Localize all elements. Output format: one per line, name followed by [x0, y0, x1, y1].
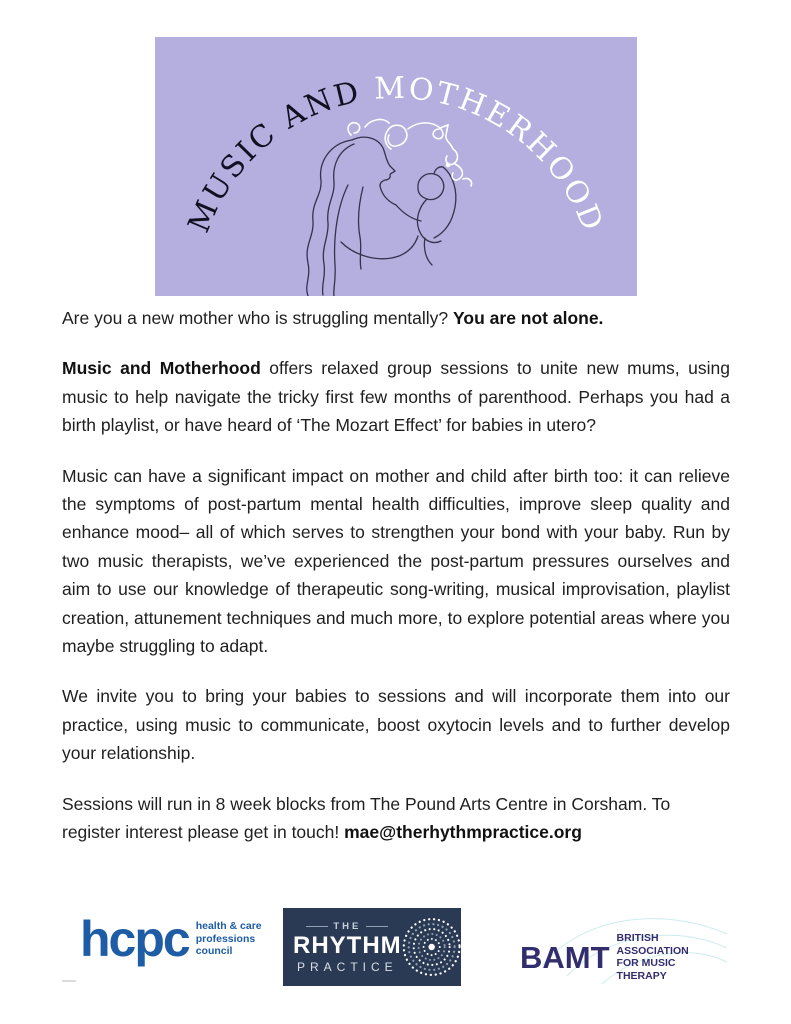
intro-text: Are you a new mother who is struggling mentally?: [62, 308, 454, 328]
banner-title-motherhood: MOTHERHOOD: [373, 70, 611, 238]
bamt-name-line1: BRITISH ASSOCIATION: [616, 932, 689, 957]
banner-arched-title: [182, 71, 611, 238]
contact-email: mae@therhythmpractice.org: [344, 822, 582, 843]
hcpc-tagline-line3: council: [195, 945, 233, 958]
benefits-paragraph: Music can have a significant impact on mother and child after birth too: it can relieve the symptoms of post-partum mental health difficulties, improve sleep quality and enhance mood– all of which serves to strengthen your bond with your baby. Run by two music therapists, we’ve experienced the post-partum pressures ourselves and aim to use our knowledge of therapeutic song-writing, musical improvisation, playlist creation, attunement techniques and much more, to explore potential areas where you maybe struggling to adapt.: [62, 465, 730, 657]
bamt-name-line2: FOR MUSIC THERAPY: [616, 957, 676, 982]
flyer-body: [62, 304, 730, 869]
bamt-logo: [512, 918, 727, 982]
banner-artwork: [155, 37, 637, 296]
sessions-paragraph: [62, 790, 730, 847]
program-name-bold: Music and Motherhood: [62, 358, 261, 379]
bamt-text-row: [520, 932, 727, 982]
mother-baby-illustration: [307, 137, 456, 296]
rhythm-practice-the: THE: [333, 921, 362, 932]
hcpc-tagline-line2: professions: [195, 932, 256, 945]
about-text: offers relaxed group sessions to unite new mums, using music to help navigate the tricky first few months of parenthood. Perhaps you had a birth playlist, or have heard of ‘The Mozart Effect’ for babies in utero?: [62, 358, 730, 436]
babies-paragraph: We invite you to bring your babies to sessions and will incorporate them into our practice, using music to communicate, boost oxytocin levels and to further develop your relationship.: [62, 686, 730, 764]
bamt-name: [617, 932, 727, 982]
banner: [155, 37, 637, 296]
hcpc-tagline: [196, 920, 262, 958]
banner-title-music-and: MUSIC AND: [181, 72, 376, 238]
intro-paragraph: [62, 304, 730, 332]
rhythm-practice-logo: [283, 908, 461, 986]
hcpc-tagline-line1: health & care: [195, 920, 262, 933]
rhythm-practice-rhythm: RHYTHM: [293, 932, 402, 959]
rule-right: [366, 926, 388, 927]
music-notes-doodle: [348, 120, 471, 186]
rhythm-practice-text: [283, 919, 402, 975]
hcpc-logo: [80, 911, 262, 967]
intro-bold-text: You are not alone.: [453, 308, 604, 328]
mandala-dots-icon: [402, 912, 461, 982]
rhythm-practice-the-row: [293, 921, 402, 932]
rhythm-practice-practice: PRACTICE: [296, 960, 398, 974]
hcpc-wordmark: hcpc: [80, 911, 189, 967]
bamt-wordmark: BAMT: [520, 939, 610, 975]
page-artifact-dash: [62, 980, 76, 982]
about-paragraph: [62, 354, 730, 439]
partner-logos-row: [0, 898, 791, 998]
rule-left: [306, 926, 328, 927]
sessions-text: Sessions will run in 8 week blocks from The Pound Arts Centre in Corsham. To register interest please get in touch!: [62, 793, 671, 843]
